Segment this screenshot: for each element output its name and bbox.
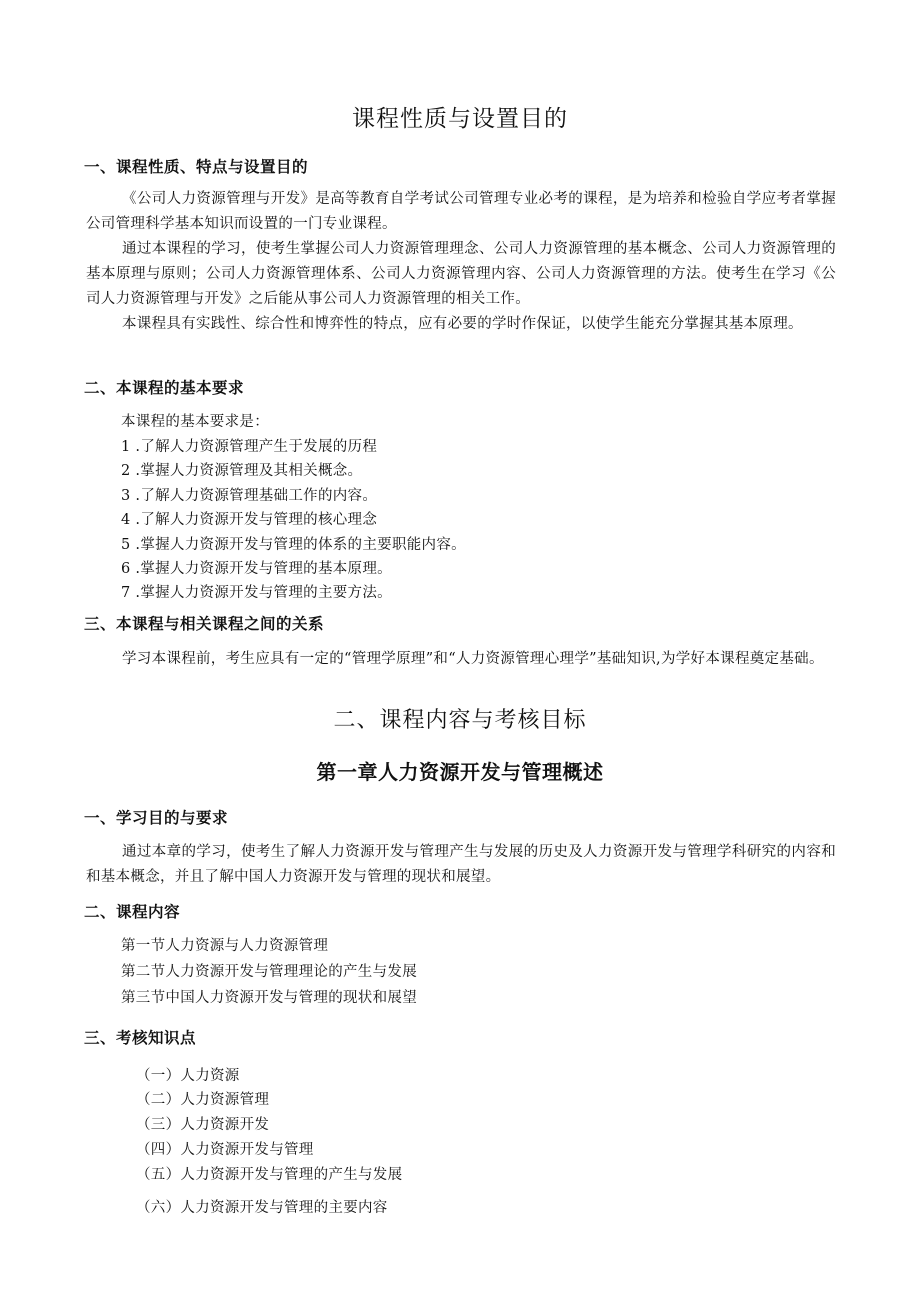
list-intro: 本课程的基本要求是： (121, 414, 269, 430)
section-heading: 三、本课程与相关课程之间的关系 (84, 615, 325, 633)
paragraph: 《公司人力资源管理与开发》是高等教育自学考试公司管理专业必考的课程，是为培养和检验自学应考者掌握公司管理科学基本知识而设置的一门专业课程。 (86, 191, 836, 232)
list-item: （三）人力资源开发 (136, 1117, 270, 1133)
part-title: 二、课程内容与考核目标 (333, 708, 587, 733)
paragraph: 通过本课程的学习，使考生掌握公司人力资源管理理念、公司人力资源管理的基本概念、公司人力资源管理的基本原理与原则；公司人力资源管理体系、公司人力资源管理内容、公司人力资源管理的方法。使考生在学习《公司人力资源管理与开发》之后能从事公司人力资源管理的相关工作。 (86, 241, 836, 307)
list-item: 第二节人力资源开发与管理理论的产生与发展 (121, 964, 417, 980)
list-item: 第一节人力资源与人力资源管理 (121, 938, 329, 954)
list-item: 第三节中国人力资源开发与管理的现状和展望 (121, 990, 417, 1006)
list-item: 3 .了解人力资源管理基础工作的内容。 (121, 488, 378, 504)
list-item: （六）人力资源开发与管理的主要内容 (136, 1200, 388, 1216)
page-title: 课程性质与设置目的 (352, 106, 568, 132)
section-heading: 二、本课程的基本要求 (84, 379, 245, 397)
list-item: 7 .掌握人力资源开发与管理的主要方法。 (121, 585, 392, 601)
section-heading: 一、课程性质、特点与设置目的 (84, 158, 309, 176)
paragraph: 学习本课程前，考生应具有一定的“管理学原理”和“人力资源管理心理学”基础知识,为学好本课程奠定基础。 (122, 651, 824, 667)
paragraph: 本课程具有实践性、综合性和博弈性的特点，应有必要的学时作保证，以使学生能充分掌握其基本原理。 (122, 316, 803, 332)
list-item: （四）人力资源开发与管理 (136, 1142, 314, 1158)
list-item: 1 .了解人力资源管理产生于发展的历程 (121, 439, 378, 455)
list-item: （二）人力资源管理 (136, 1092, 270, 1108)
list-item: 6 .掌握人力资源开发与管理的基本原理。 (121, 561, 392, 577)
list-item: 5 .掌握人力资源开发与管理的体系的主要职能内容。 (121, 537, 466, 553)
paragraph: 通过本章的学习，使考生了解人力资源开发与管理产生与发展的历史及人力资源开发与管理学科研究的内容和和基本概念，并且了解中国人力资源开发与管理的现状和展望。 (86, 844, 836, 885)
list-item: （一）人力资源 (136, 1068, 240, 1084)
list-item: 2 .掌握人力资源管理及其相关概念。 (121, 463, 363, 479)
section-heading: 二、课程内容 (84, 903, 181, 921)
section-heading: 三、考核知识点 (84, 1029, 197, 1047)
chapter-title: 第一章人力资源开发与管理概述 (316, 760, 604, 784)
list-item: 4 .了解人力资源开发与管理的核心理念 (121, 512, 378, 528)
list-item: （五）人力资源开发与管理的产生与发展 (136, 1167, 403, 1183)
section-heading: 一、学习目的与要求 (84, 809, 229, 827)
